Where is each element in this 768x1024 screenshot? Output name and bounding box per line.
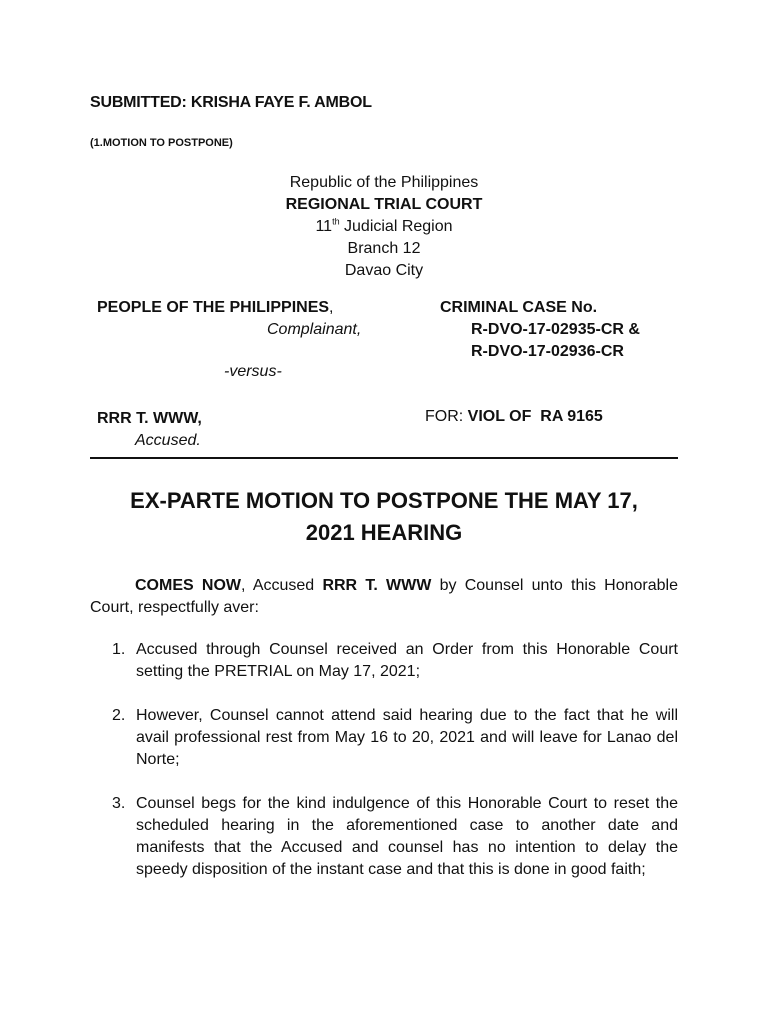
for-label: FOR: — [425, 408, 468, 425]
accused-name: RRR T. WWW, — [97, 410, 202, 427]
title-line-1: EX-PARTE MOTION TO POSTPONE THE MAY 17, — [130, 488, 638, 513]
branch-line: Branch 12 — [347, 240, 421, 257]
paragraph-number: 2. — [112, 707, 126, 724]
region-number: 11 — [315, 218, 333, 235]
caption-divider — [90, 457, 678, 459]
submitted-by: SUBMITTED: KRISHA FAYE F. AMBOL — [90, 94, 372, 111]
region-label: Judicial Region — [339, 218, 453, 235]
paragraph-text: Counsel begs for the kind indulgence of this Honorable Court to reset the scheduled hearing in the aforementioned case to another date and manifests that the Accused and counsel has no intention to delay the speedy disposition of the instant case and that this is done in good faith; — [136, 795, 678, 878]
case-label: CRIMINAL CASE No. — [440, 299, 598, 316]
region-suffix: th — [332, 216, 340, 227]
judicial-region — [0, 216, 768, 238]
motion-title — [90, 485, 678, 549]
court-header — [0, 172, 768, 282]
paragraph-text: However, Counsel cannot attend said hearing due to the fact that he will avail professional rest from May 16 to 20, 2021 and will leave for Lanao del Norte; — [136, 707, 678, 768]
paragraph-number: 3. — [112, 795, 126, 812]
plaintiff-name: PEOPLE OF THE PHILIPPINES — [97, 299, 330, 316]
country-line: Republic of the Philippines — [289, 174, 479, 191]
intro-part-2: by Counsel unto this Honorable Court, respectfully aver: — [90, 577, 679, 616]
versus-label: -versus- — [224, 363, 282, 380]
paragraph-item — [90, 793, 678, 881]
case-number-2: R-DVO-17-02936-CR — [471, 343, 624, 360]
caption-parties — [97, 297, 361, 341]
city-line: Davao City — [344, 262, 424, 279]
case-number-1: R-DVO-17-02935-CR & — [471, 321, 640, 338]
intro-accused-name: RRR T. WWW — [322, 577, 432, 594]
paragraph-text: Accused through Counsel received an Order from this Honorable Court setting the PRETRIAL on May 17, 2021; — [136, 641, 678, 680]
paragraph-number: 1. — [112, 641, 126, 658]
charge-line — [425, 408, 603, 426]
intro-paragraph — [90, 575, 678, 619]
plaintiff-comma: , — [329, 299, 334, 316]
comes-now: COMES NOW — [135, 577, 242, 594]
court-name: REGIONAL TRIAL COURT — [285, 196, 483, 213]
plaintiff-role: Complainant, — [267, 321, 362, 338]
intro-part-1: , Accused — [241, 577, 323, 594]
offense: VIOL OF RA 9165 — [467, 408, 603, 425]
paragraph-item — [90, 639, 678, 683]
paragraph-item — [90, 705, 678, 771]
caption-case-number — [440, 297, 640, 363]
accused-role: Accused. — [135, 432, 201, 449]
accused-block — [97, 408, 202, 452]
document-reference: (1.MOTION TO POSTPONE) — [90, 137, 233, 149]
title-line-2: 2021 HEARING — [305, 520, 463, 545]
